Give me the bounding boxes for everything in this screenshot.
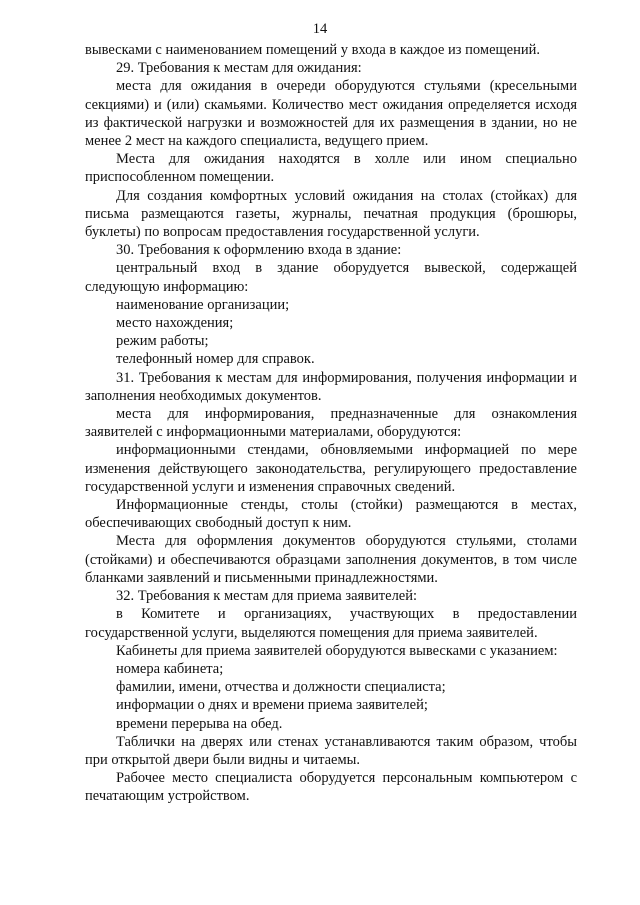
document-body	[85, 41, 577, 806]
paragraph: 29. Требования к местам для ожидания:	[116, 60, 362, 77]
paragraph: место нахождения;	[116, 315, 234, 332]
paragraph: времени перерыва на обед.	[116, 715, 283, 732]
paragraph: 31. Требования к местам для информирования, получения информации и заполнения необходимых документов.	[85, 369, 577, 404]
paragraph: места для информирования, предназначенные для ознакомления заявителей с информационными материалами, оборудуются:	[85, 406, 577, 441]
paragraph: Таблички на дверях или стенах устанавливаются таким образом, чтобы при открытой двери были видны и читаемы.	[85, 733, 577, 768]
paragraph: номера кабинета;	[116, 660, 224, 677]
paragraph: 30. Требования к оформлению входа в здание:	[116, 242, 402, 259]
paragraph: Места для оформления документов оборудуются стульями, столами (стойками) и обеспечиваются образцами заполнения документов, в том числе бланками заявлений и письменными принадлежностями.	[85, 533, 577, 586]
paragraph: вывесками с наименованием помещений у входа в каждое из помещений.	[85, 42, 541, 58]
paragraph: 32. Требования к местам для приема заявителей:	[116, 588, 418, 605]
page-number: 14	[312, 21, 328, 37]
paragraph: Рабочее место специалиста оборудуется персональным компьютером с печатающим устройством.	[85, 770, 577, 805]
paragraph: Информационные стенды, столы (стойки) размещаются в местах, обеспечивающих свободный доступ к ним.	[85, 497, 577, 532]
paragraph: информационными стендами, обновляемыми информацией по мере изменения действующего законодательства, регулирующего предоставление государственной услуги и изменения справочных сведений.	[85, 442, 577, 495]
paragraph: центральный вход в здание оборудуется вывеской, содержащей следующую информацию:	[85, 260, 577, 295]
paragraph: в Комитете и организациях, участвующих в предоставлении государственной услуги, выделяются помещения для приема заявителей.	[85, 606, 577, 641]
paragraph: Места для ожидания находятся в холле или ином специально приспособленном помещении.	[85, 151, 577, 186]
paragraph: места для ожидания в очереди оборудуются стульями (кресельными секциями) и (или) скамьями. Количество мест ожидания определяется исходя из фактической нагрузки и возможностей для их размещения в здании, но не менее 2 мест на каждого специалиста, ведущего прием.	[85, 78, 577, 150]
paragraph: наименование организации;	[116, 296, 290, 313]
paragraph: информации о днях и времени приема заявителей;	[116, 697, 428, 714]
paragraph: Для создания комфортных условий ожидания на столах (стойках) для письма размещаются газеты, журналы, печатная продукция (брошюры, буклеты) по вопросам предоставления государственной услуги.	[85, 187, 577, 241]
paragraph: режим работы;	[116, 333, 209, 350]
paragraph: фамилии, имени, отчества и должности специалиста;	[116, 679, 446, 696]
paragraph: Кабинеты для приема заявителей оборудуются вывесками с указанием:	[116, 642, 558, 659]
paragraph: телефонный номер для справок.	[116, 351, 315, 368]
